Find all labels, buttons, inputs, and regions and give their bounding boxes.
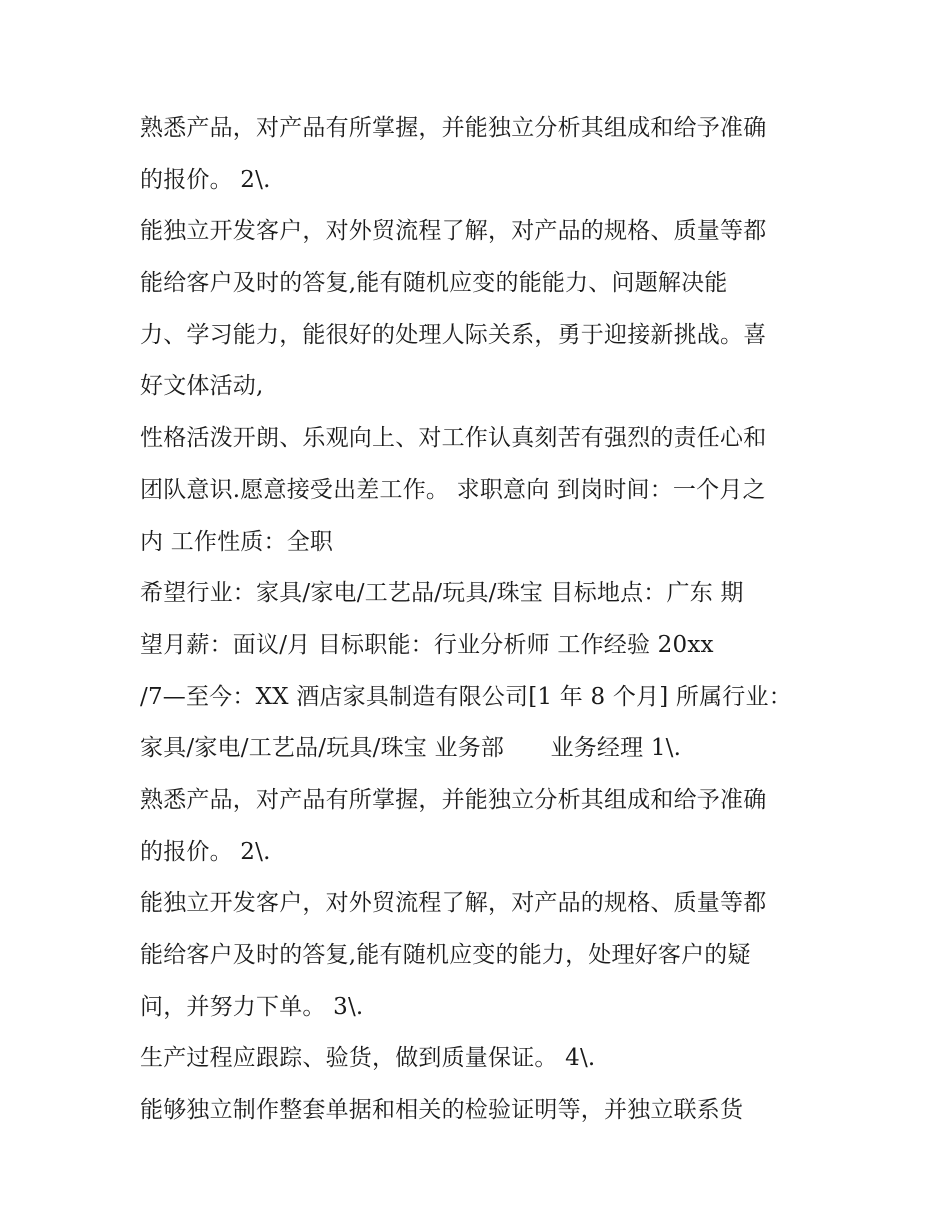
text-line: 好文体活动, bbox=[140, 373, 264, 400]
text-line: /7—至今：XX 酒店家具制造有限公司[1 年 8 个月] 所属行业： bbox=[140, 683, 792, 710]
text-line: 能独立开发客户，对外贸流程了解，对产品的规格、质量等都 bbox=[140, 218, 767, 245]
text-line: 熟悉产品，对产品有所掌握，并能独立分析其组成和给予准确 bbox=[140, 115, 767, 141]
text-line: 能给客户及时的答复,能有随机应变的能能力、问题解决能 bbox=[140, 270, 728, 297]
text-line: 能够独立制作整套单据和相关的检验证明等，并独立联系货 bbox=[140, 1097, 744, 1124]
document-body bbox=[140, 103, 820, 1137]
text-line: 希望行业：家具/家电/工艺品/玩具/珠宝 目标地点：广东 期 bbox=[140, 580, 744, 607]
text-line: 生产过程应跟踪、验货，做到质量保证。 4\. bbox=[140, 1045, 596, 1072]
text-line: 望月薪：面议/月 目标职能：行业分析师 工作经验 20xx bbox=[140, 631, 714, 658]
text-line: 力、学习能力，能很好的处理人际关系，勇于迎接新挑战。喜 bbox=[140, 321, 767, 348]
text-line: 性格活泼开朗、乐观向上、对工作认真刻苦有强烈的责任心和 bbox=[140, 425, 767, 452]
text-line: 能给客户及时的答复,能有随机应变的能力，处理好客户的疑 bbox=[140, 942, 751, 968]
text-line: 团队意识.愿意接受出差工作。 求职意向 到岗时间：一个月之 bbox=[140, 476, 766, 503]
text-line: 问，并努力下单。 3\. bbox=[140, 993, 364, 1020]
text-line: 熟悉产品，对产品有所掌握，并能独立分析其组成和给予准确 bbox=[140, 786, 767, 813]
text-line: 的报价。 2\. bbox=[140, 838, 271, 865]
text-line: 能独立开发客户，对外贸流程了解，对产品的规格、质量等都 bbox=[140, 890, 767, 917]
text-line: 家具/家电/工艺品/玩具/珠宝 业务部 业务经理 1\. bbox=[140, 735, 682, 762]
text-line: 的报价。 2\. bbox=[140, 166, 271, 193]
text-line: 内 工作性质：全职 bbox=[140, 528, 334, 555]
